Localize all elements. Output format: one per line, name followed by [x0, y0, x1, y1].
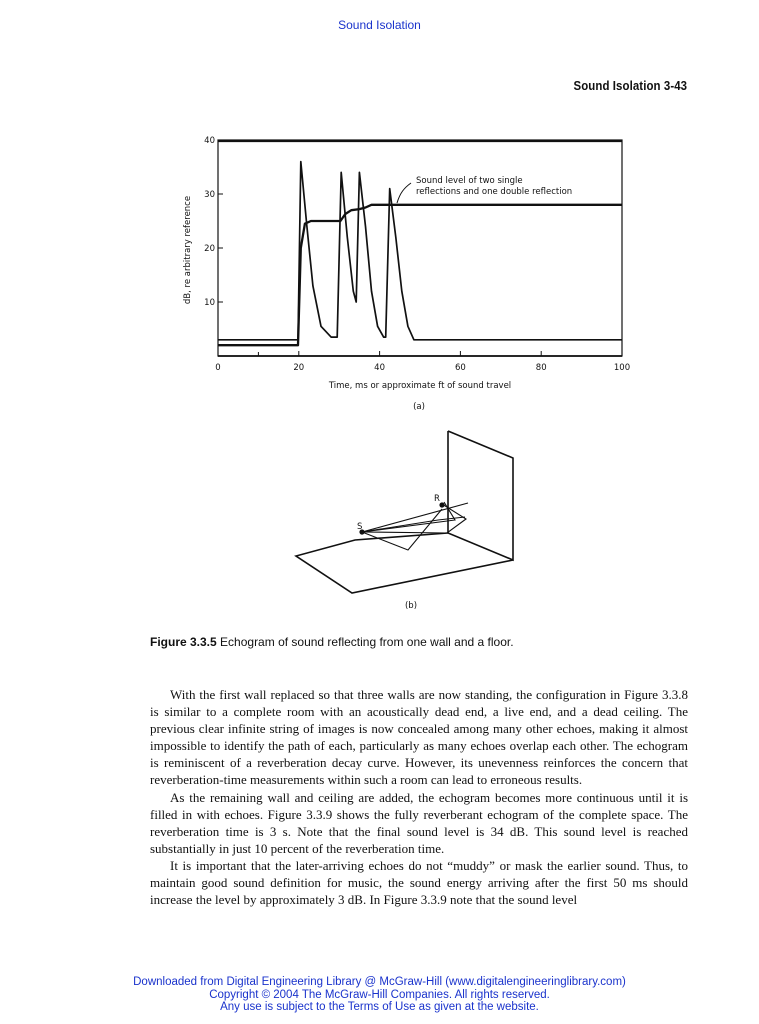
ray-direct — [362, 503, 468, 532]
footer — [0, 976, 759, 1014]
y-tick-label: 30 — [204, 190, 215, 200]
footer-line-2: Copyright © 2004 The McGraw-Hill Companies. All rights reserved. — [209, 988, 550, 1001]
x-tick-label: 60 — [454, 363, 466, 373]
echogram-chart — [183, 136, 630, 412]
figure-caption-label: Figure 3.3.5 — [150, 635, 217, 649]
floor-outline — [296, 533, 513, 593]
y-tick-label: 40 — [204, 136, 215, 146]
series-sound-level — [218, 205, 622, 345]
x-ticks — [215, 351, 630, 373]
receiver-point — [440, 503, 444, 507]
y-ticks — [204, 136, 223, 308]
panel-a-label: (a) — [413, 402, 425, 412]
x-tick-label: 100 — [613, 363, 631, 373]
wall-floor-diagram — [296, 431, 513, 593]
x-tick-label: 40 — [374, 363, 386, 373]
figure-caption — [150, 635, 710, 649]
plot-frame — [218, 140, 622, 356]
receiver-label: R — [434, 494, 440, 504]
ray-floor-reflection — [362, 509, 442, 550]
paragraph: As the remaining wall and ceiling are added, the echogram becomes more continuous until it is filled in with echoes. Figure 3.3.9 shows the fully reverberant echogram of the complete space. The reverberation time is 3 s. Note that the final sound level is 34 dB. This sound level is reached substantially in just 10 percent of the reverberation time. — [150, 789, 688, 856]
source-label: S — [357, 522, 363, 532]
y-tick-label: 20 — [204, 244, 215, 254]
footer-line-3[interactable]: Any use is subject to the Terms of Use as given at the website. — [220, 1001, 539, 1013]
x-tick-label: 20 — [293, 363, 305, 373]
x-axis-label: Time, ms or approximate ft of sound travel — [328, 381, 512, 391]
y-tick-label: 10 — [204, 298, 215, 308]
annotation-line-2: reflections and one double reflection — [416, 187, 573, 197]
y-axis-label: dB, re arbitrary reference — [183, 195, 193, 305]
figure-caption-text: Echogram of sound reflecting from one wall and a floor. — [216, 635, 514, 649]
wall-outline — [448, 431, 513, 560]
paragraph: It is important that the later-arriving echoes do not “muddy” or mask the earlier sound. Thus, to maintain good sound definition for music, the sound energy arriving after the first 50 ms should increase the level by approximately 3 dB. In Figure 3.3.9 note that the sound level — [150, 857, 688, 908]
running-head: Sound Isolation 3-43 — [573, 78, 687, 93]
annotation-line-1: Sound level of two single — [416, 176, 523, 186]
panel-b-label: (b) — [404, 601, 418, 611]
x-tick-label: 80 — [535, 363, 547, 373]
body-text — [150, 686, 688, 908]
annotation-leader — [397, 183, 411, 203]
ray-paths — [362, 502, 468, 550]
top-link[interactable]: Sound Isolation — [338, 18, 421, 32]
paragraph: With the first wall replaced so that three walls are now standing, the configuration in Figure 3.3.8 is similar to a complete room with an acoustically dead end, a live end, and a dead ceiling. The previous clear infinite string of images is now concealed among many other echoes, making it almost impossible to identify the path of each, particularly as many echoes overlap each other. The echogram is reminiscent of a reverberation decay curve. However, its unevenness reinforces the concern that reverberation-time measurements within such a room can lead to erroneous results. — [150, 687, 688, 788]
footer-line-1[interactable]: Downloaded from Digital Engineering Library @ McGraw-Hill (www.digitalengineeringlibrary.com) — [133, 976, 626, 988]
x-tick-label: 0 — [215, 363, 221, 373]
